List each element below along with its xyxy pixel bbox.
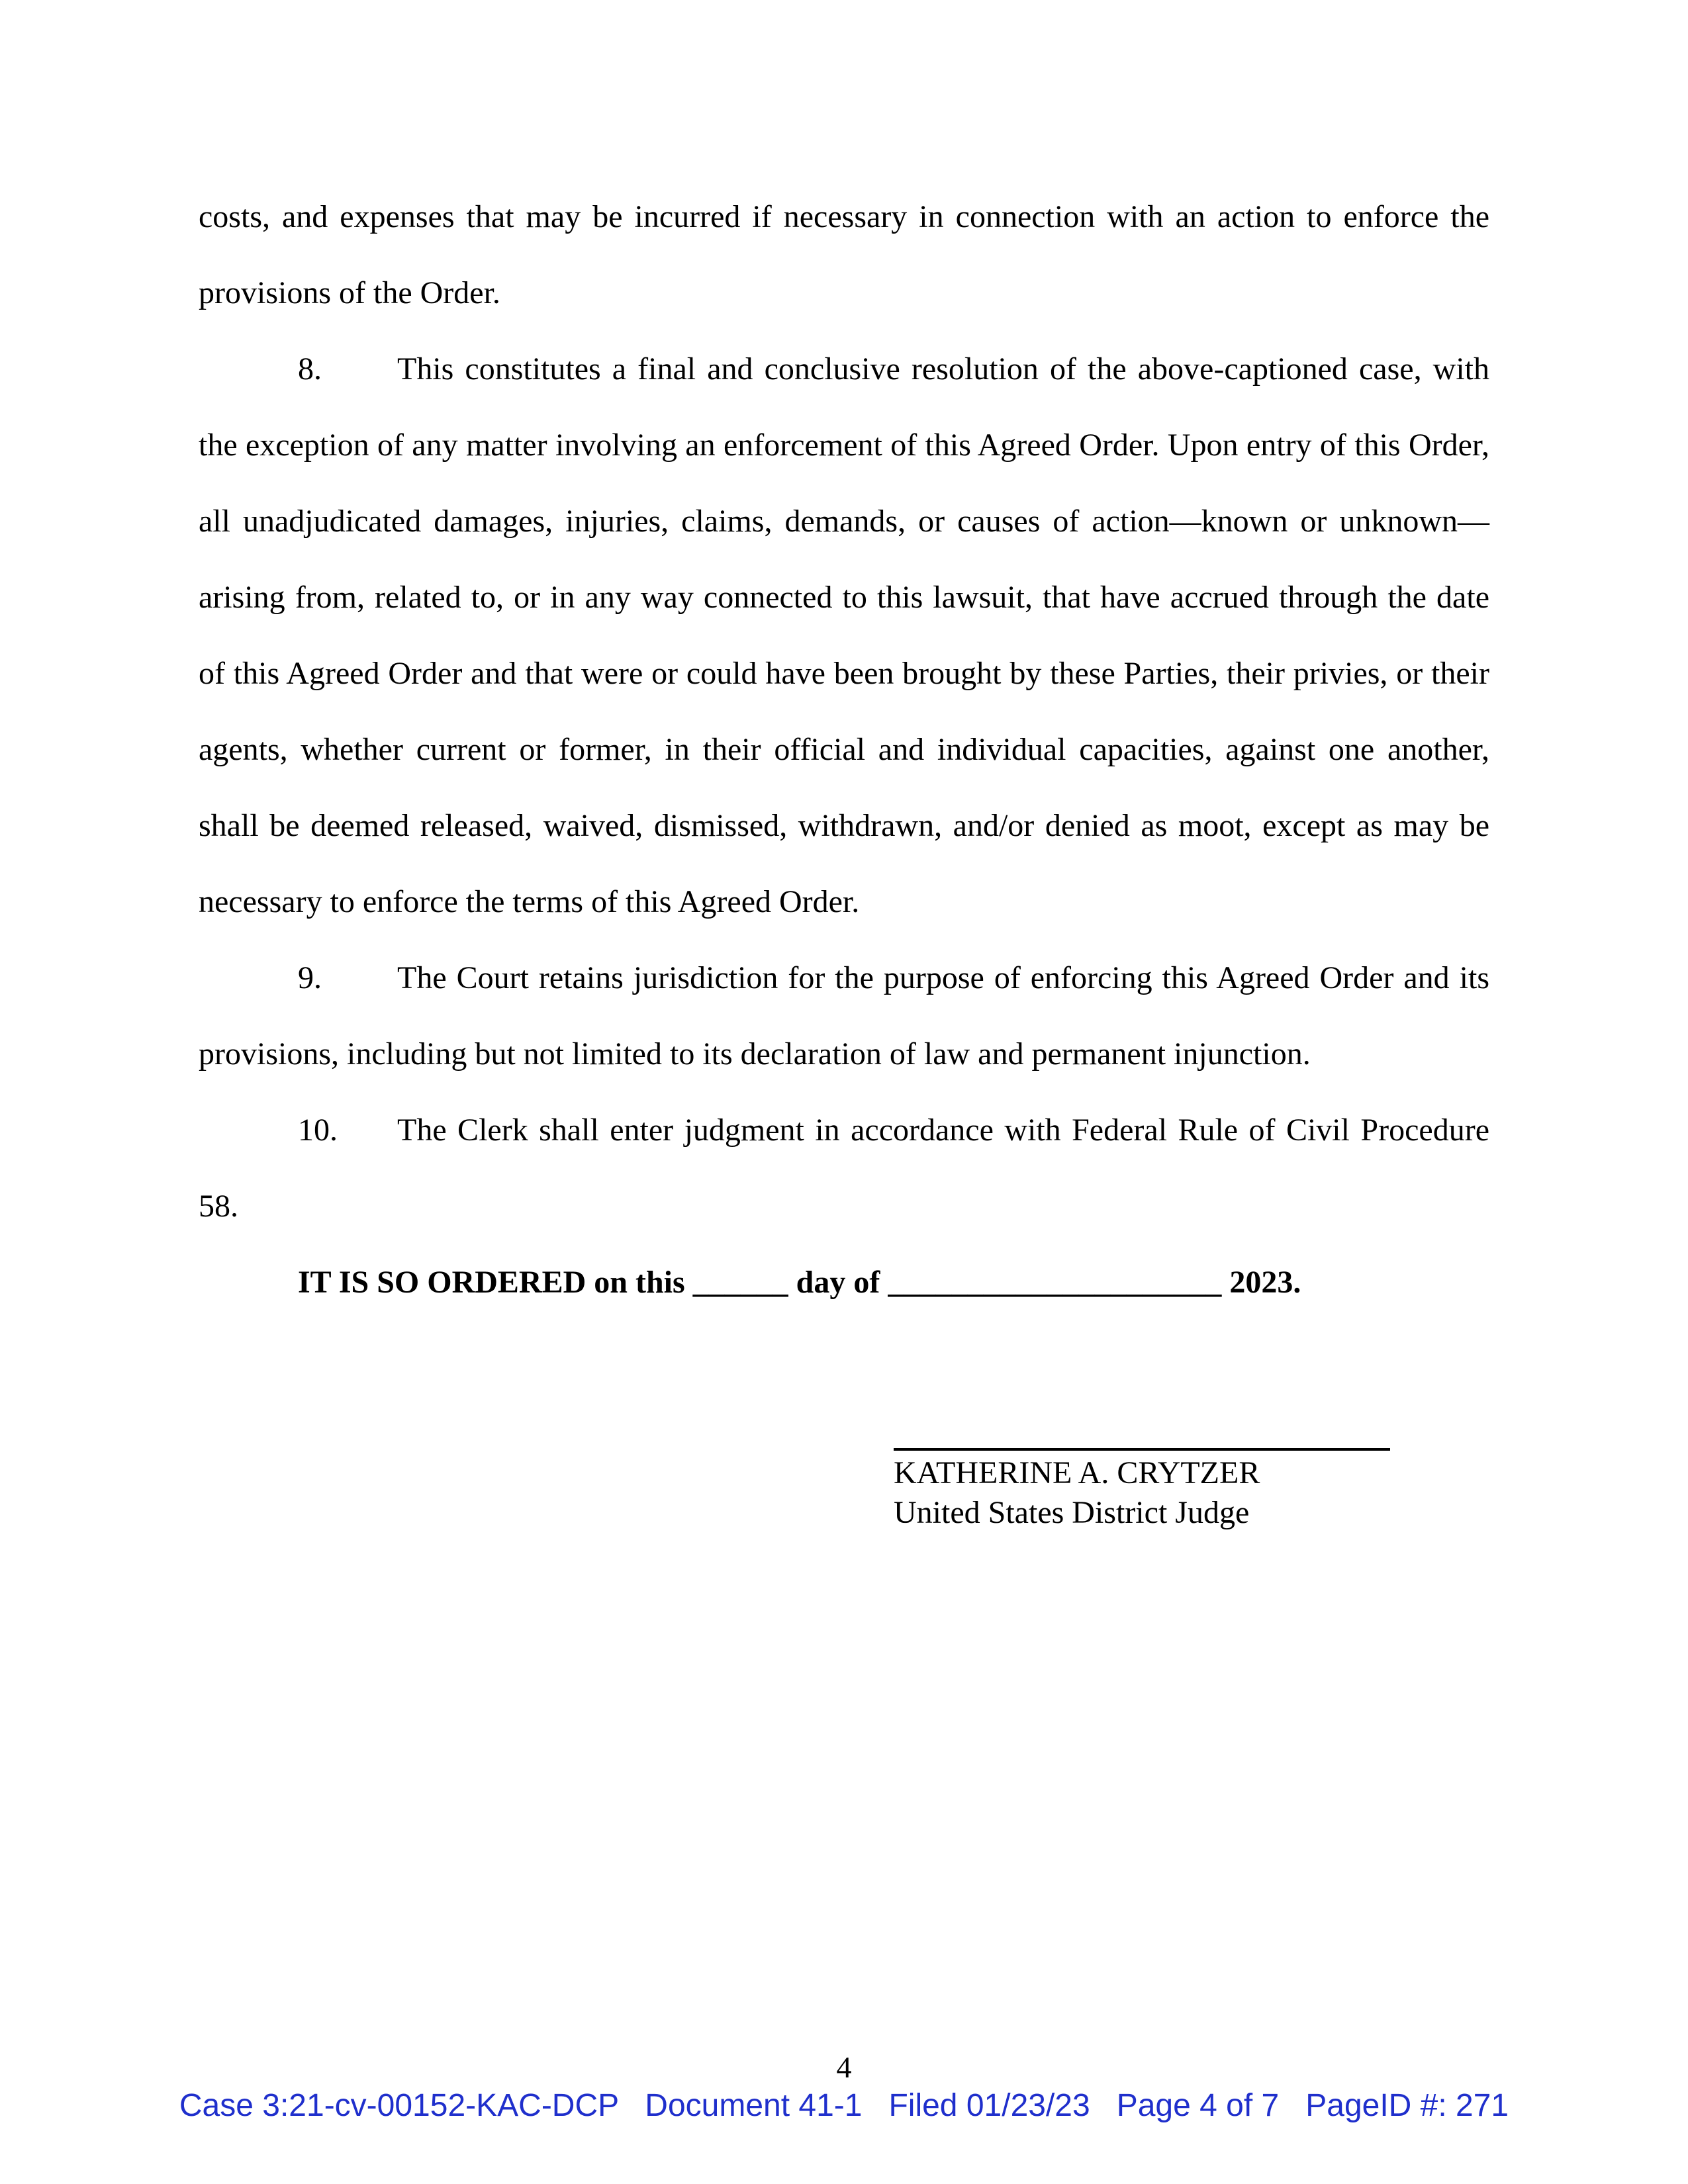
page-number: 4 [836,2050,852,2084]
judge-name: KATHERINE A. CRYTZER [894,1455,1260,1490]
paragraph-10 [199,1092,1489,1244]
paragraph-9-number: 9. [298,960,322,995]
paragraph-continued [199,179,1489,331]
court-filing-stamp: Case 3:21-cv-00152-KAC-DCP Document 41-1 Filed 01/23/23 Page 4 of 7 PageID #: 271 [179,2088,1509,2123]
judge-title: United States District Judge [894,1495,1250,1530]
signature-line [894,1448,1390,1451]
paragraph-9 [199,940,1489,1092]
paragraph-continued-text: costs, and expenses that may be incurred if necessary in connection with an action to enforce the provisions of the Order. [199,199,1489,310]
paragraph-8 [199,331,1489,940]
paragraph-8-text: This constitutes a final and conclusive resolution of the above-captioned case, with the exception of any matter involving an enforcement of this Agreed Order. Upon entry of this Order, all unadjudicated damages, injuries, claims, demands, or causes of action—known or unknown—arising from, related to, or in any way connected to this lawsuit, that have accrued through the date of this Agreed Order and that were or could have been brought by these Parties, their privies, or their agents, whether current or former, in their official and individual capacities, against one another, shall be deemed released, waived, dismissed, withdrawn, and/or denied as moot, except as may be necessary to enforce the terms of this Agreed Order. [199,351,1489,919]
order-statement: IT IS SO ORDERED on this ______ day of _____________________ 2023. [298,1265,1301,1300]
paragraph-10-number: 10. [298,1113,338,1148]
paragraph-9-text: The Court retains jurisdiction for the purpose of enforcing this Agreed Order and its provisions, including but not limited to its declaration of law and permanent injunction. [199,960,1489,1071]
paragraph-8-number: 8. [298,351,322,387]
paragraph-10-text: The Clerk shall enter judgment in accordance with Federal Rule of Civil Procedure 58. [199,1113,1489,1224]
